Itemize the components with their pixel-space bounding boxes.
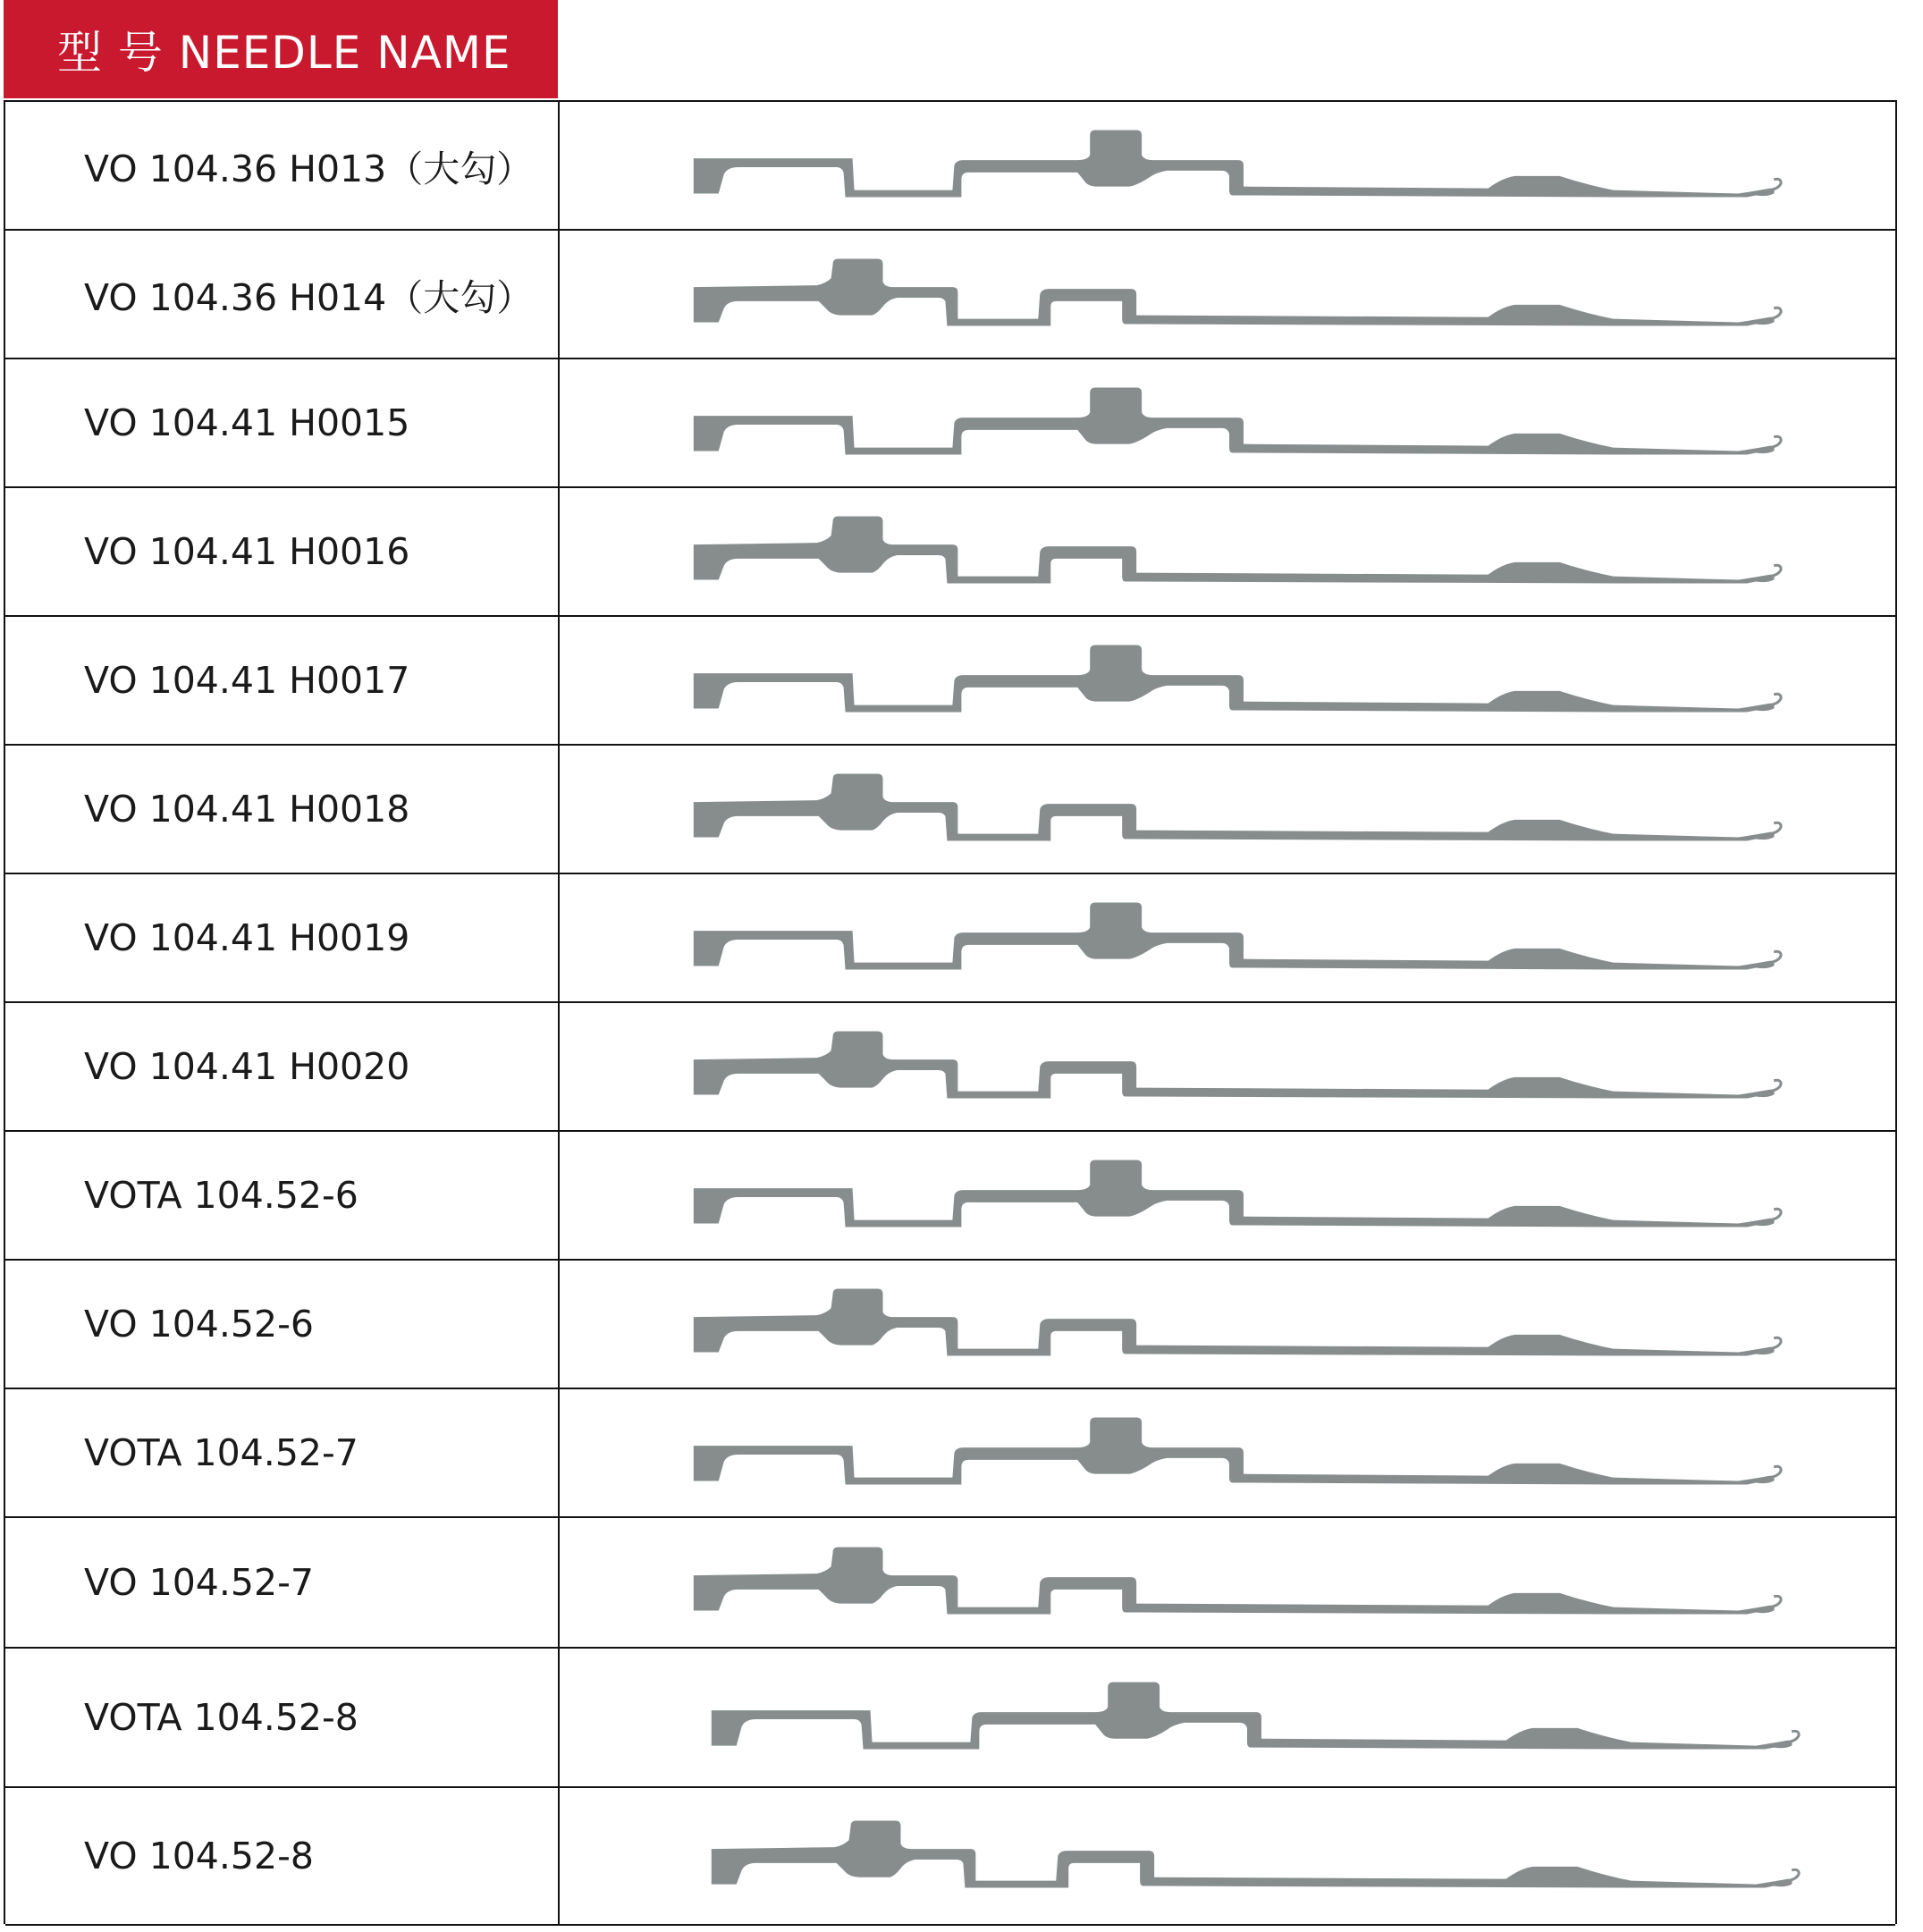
- table-row: [5, 231, 1895, 359]
- needle-hook: [1770, 565, 1781, 576]
- needle-body: [694, 259, 1775, 326]
- needle-image: [560, 874, 1895, 1001]
- table-row: [5, 1389, 1895, 1518]
- table-row: [5, 359, 1895, 488]
- needle-drawing: [560, 488, 1895, 615]
- needle-body: [712, 1683, 1792, 1750]
- needle-hook: [1770, 436, 1781, 447]
- needle-image: [560, 488, 1895, 615]
- table-row: [5, 102, 1895, 231]
- needle-name: VO 104.36 H014（大勾）: [5, 231, 560, 358]
- needle-hook: [1770, 694, 1781, 704]
- table-row: [5, 1003, 1895, 1132]
- needle-hook: [1770, 1080, 1781, 1091]
- table-row: [5, 1132, 1895, 1261]
- needle-body: [694, 1160, 1775, 1228]
- needle-drawing: [560, 231, 1895, 358]
- needle-image: [560, 1788, 1895, 1924]
- needle-name: VOTA 104.52-7: [5, 1389, 560, 1516]
- needle-name: VO 104.41 H0016: [5, 488, 560, 615]
- needle-image: [560, 1649, 1895, 1786]
- needle-hook: [1770, 1209, 1781, 1219]
- needle-hook: [1770, 1337, 1781, 1348]
- needle-body: [712, 1821, 1792, 1888]
- needle-image: [560, 1003, 1895, 1130]
- needle-drawing: [560, 1389, 1895, 1516]
- needle-body: [694, 1418, 1775, 1485]
- table-row: [5, 1788, 1895, 1926]
- needle-name: VO 104.36 H013（大勾）: [5, 102, 560, 229]
- needle-name: VO 104.41 H0020: [5, 1003, 560, 1130]
- table-row: [5, 488, 1895, 617]
- needle-image: [560, 746, 1895, 873]
- needle-body: [694, 1289, 1775, 1356]
- header-title: 型 号 NEEDLE NAME: [4, 0, 558, 98]
- needle-image: [560, 231, 1895, 358]
- needle-drawing: [560, 1261, 1895, 1388]
- needle-drawing: [560, 1518, 1895, 1647]
- needle-hook: [1770, 308, 1781, 318]
- needle-image: [560, 1389, 1895, 1516]
- table-row: [5, 617, 1895, 746]
- needle-hook: [1788, 1869, 1799, 1880]
- needle-name: VO 104.52-6: [5, 1261, 560, 1388]
- needle-drawing: [560, 359, 1895, 486]
- needle-body: [694, 1548, 1775, 1615]
- needle-drawing: [560, 617, 1895, 744]
- needle-hook: [1770, 1596, 1781, 1607]
- needle-body: [694, 388, 1775, 455]
- needle-name: VO 104.41 H0015: [5, 359, 560, 486]
- table-row: [5, 1518, 1895, 1649]
- needle-hook: [1770, 823, 1781, 833]
- needle-name: VO 104.52-8: [5, 1788, 560, 1924]
- needle-image: [560, 1261, 1895, 1388]
- needle-name: VOTA 104.52-8: [5, 1649, 560, 1786]
- table-row: [5, 746, 1895, 874]
- table-row: [5, 1649, 1895, 1788]
- needle-hook: [1770, 179, 1781, 190]
- needle-image: [560, 617, 1895, 744]
- needle-drawing: [560, 1003, 1895, 1130]
- needle-name: VO 104.41 H0018: [5, 746, 560, 873]
- needle-name: VO 104.41 H0019: [5, 874, 560, 1001]
- needle-name: VOTA 104.52-6: [5, 1132, 560, 1259]
- needle-name: VO 104.52-7: [5, 1518, 560, 1647]
- needle-body: [694, 645, 1775, 713]
- needle-drawing: [560, 102, 1895, 229]
- needle-body: [694, 774, 1775, 841]
- needle-body: [694, 1032, 1775, 1099]
- needle-hook: [1788, 1731, 1799, 1742]
- needle-table: [4, 100, 1897, 1924]
- needle-drawing: [560, 746, 1895, 873]
- needle-drawing: [560, 1649, 1895, 1786]
- needle-drawing: [560, 1132, 1895, 1259]
- needle-image: [560, 359, 1895, 486]
- needle-image: [560, 1132, 1895, 1259]
- needle-image: [560, 1518, 1895, 1647]
- needle-drawing: [560, 1788, 1895, 1924]
- table-row: [5, 1261, 1895, 1389]
- needle-hook: [1770, 1466, 1781, 1477]
- needle-body: [694, 131, 1775, 198]
- table-row: [5, 874, 1895, 1003]
- needle-image: [560, 102, 1895, 229]
- needle-body: [694, 903, 1775, 970]
- needle-drawing: [560, 874, 1895, 1001]
- needle-body: [694, 517, 1775, 584]
- needle-hook: [1770, 951, 1781, 962]
- needle-name: VO 104.41 H0017: [5, 617, 560, 744]
